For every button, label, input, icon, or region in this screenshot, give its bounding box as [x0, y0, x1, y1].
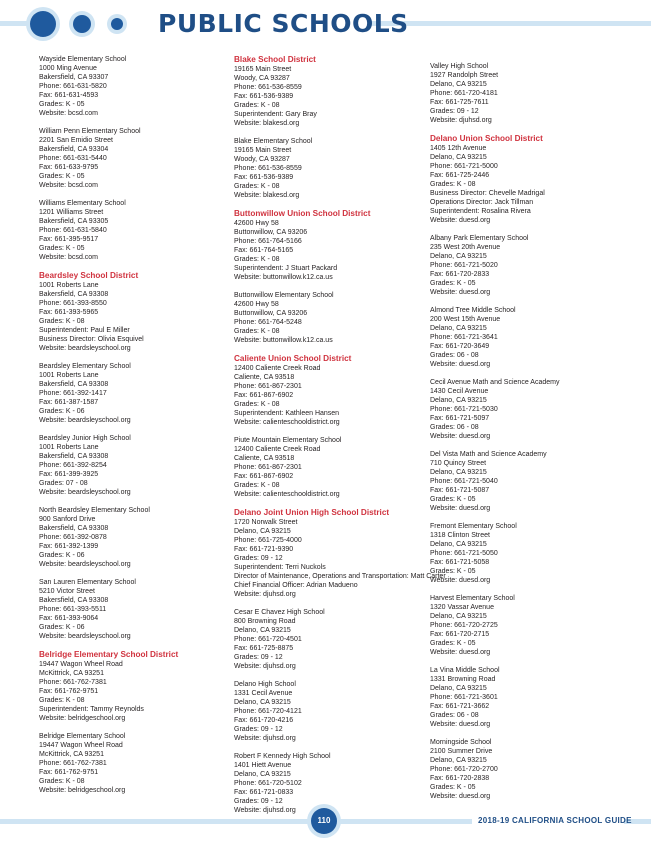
header-dot-medium — [73, 15, 91, 33]
city-line: Bakersfield, CA 93308 — [39, 525, 109, 532]
school-name: Buttonwillow Elementary School — [234, 292, 334, 299]
school-entry — [234, 608, 424, 671]
district-entry — [430, 134, 620, 225]
grades-line: Grades: K - 05 — [39, 245, 85, 252]
street-address-line: 1001 Roberts Lane — [39, 282, 99, 289]
city-line: Caliente, CA 93518 — [234, 455, 295, 462]
city-line: Delano, CA 93215 — [430, 253, 487, 260]
grades-line: Grades: K - 06 — [39, 552, 85, 559]
city-line: Delano, CA 93215 — [430, 81, 487, 88]
school-entry — [39, 434, 229, 497]
school-name: Albany Park Elementary School — [430, 235, 529, 242]
contact-person-line: Director of Maintenance, Operations and Transportation: Matt Carter — [234, 573, 446, 580]
district-name: Buttonwillow Union School District — [234, 209, 371, 218]
grades-line: Grades: K - 05 — [430, 640, 476, 647]
phone-line: Phone: 661-762-7381 — [39, 679, 107, 686]
school-entry — [430, 62, 620, 125]
phone-line: Phone: 661-720-4181 — [430, 90, 498, 97]
grades-line: Grades: K - 05 — [39, 101, 85, 108]
city-line: Delano, CA 93215 — [430, 757, 487, 764]
school-name: Belridge Elementary School — [39, 733, 126, 740]
contact-person-line: Superintendent: Kathleen Hansen — [234, 410, 340, 417]
school-name: Fremont Elementary School — [430, 523, 517, 530]
district-entry — [234, 354, 424, 427]
city-line: Delano, CA 93215 — [234, 627, 291, 634]
phone-line: Phone: 661-536-8559 — [234, 84, 302, 91]
contact-person-line: Chief Financial Officer: Adrian Madueno — [234, 582, 358, 589]
school-entry — [234, 291, 424, 345]
grades-line: Grades: K - 08 — [234, 482, 280, 489]
school-name: Piute Mountain Elementary School — [234, 437, 342, 444]
school-name: William Penn Elementary School — [39, 128, 141, 135]
website-line: Website: bcsd.com — [39, 110, 99, 117]
school-entry — [234, 137, 424, 200]
fax-line: Fax: 661-764-5165 — [234, 247, 294, 254]
grades-line: Grades: K - 08 — [234, 102, 280, 109]
phone-line: Phone: 661-720-4501 — [234, 636, 302, 643]
grades-line: Grades: K - 08 — [39, 778, 85, 785]
phone-line: Phone: 661-721-5040 — [430, 478, 498, 485]
website-line: Website: djuhsd.org — [234, 591, 296, 598]
school-entry — [430, 234, 620, 297]
contact-person-line: Superintendent: Terri Nuckols — [234, 564, 326, 571]
grades-line: Grades: K - 08 — [430, 181, 476, 188]
city-line: Buttonwillow, CA 93206 — [234, 310, 308, 317]
street-address-line: 1001 Roberts Lane — [39, 372, 99, 379]
phone-line: Phone: 661-764-5248 — [234, 319, 302, 326]
grades-line: Grades: K - 08 — [234, 256, 280, 263]
fax-line: Fax: 661-720-4216 — [234, 717, 294, 724]
fax-line: Fax: 661-721-5058 — [430, 559, 490, 566]
school-name: Cecil Avenue Math and Science Academy — [430, 379, 560, 386]
district-entry — [234, 209, 424, 282]
street-address-line: 42600 Hwy 58 — [234, 301, 279, 308]
street-address-line: 1927 Randolph Street — [430, 72, 499, 79]
district-name: Delano Union School District — [430, 134, 543, 143]
fax-line: Fax: 661-536-9389 — [234, 93, 294, 100]
city-line: Delano, CA 93215 — [430, 469, 487, 476]
contact-person-line: Superintendent: Rosalina Rivera — [430, 208, 531, 215]
school-name: North Beardsley Elementary School — [39, 507, 150, 514]
grades-line: Grades: 09 - 12 — [234, 654, 283, 661]
street-address-line: 19165 Main Street — [234, 147, 292, 154]
street-address-line: 200 West 15th Avenue — [430, 316, 501, 323]
contact-person-line: Business Director: Olivia Esquivel — [39, 336, 144, 343]
city-line: Delano, CA 93215 — [430, 541, 487, 548]
school-name: Del Vista Math and Science Academy — [430, 451, 547, 458]
footer-rule-left — [0, 819, 312, 824]
city-line: McKittrick, CA 93251 — [39, 751, 104, 758]
street-address-line: 19447 Wagon Wheel Road — [39, 661, 123, 668]
school-name: Almond Tree Middle School — [430, 307, 516, 314]
street-address-line: 235 West 20th Avenue — [430, 244, 501, 251]
district-entry — [39, 271, 229, 353]
school-name: Valley High School — [430, 63, 489, 70]
fax-line: Fax: 661-725-8875 — [234, 645, 294, 652]
phone-line: Phone: 661-393-8550 — [39, 300, 107, 307]
city-line: Buttonwillow, CA 93206 — [234, 229, 308, 236]
fax-line: Fax: 661-721-9390 — [234, 546, 294, 553]
fax-line: Fax: 661-721-5087 — [430, 487, 490, 494]
school-entry — [39, 578, 229, 641]
street-address-line: 1401 Hiett Avenue — [234, 762, 292, 769]
school-name: La Vina Middle School — [430, 667, 500, 674]
city-line: Woody, CA 93287 — [234, 75, 290, 82]
city-line: Delano, CA 93215 — [430, 154, 487, 161]
website-line: Website: beardsleyschool.org — [39, 561, 131, 568]
school-name: Morningside School — [430, 739, 492, 746]
website-line: Website: buttonwillow.k12.ca.us — [234, 274, 333, 281]
school-name: San Lauren Elementary School — [39, 579, 136, 586]
street-address-line: 1318 Clinton Street — [430, 532, 490, 539]
fax-line: Fax: 661-536-9389 — [234, 174, 294, 181]
grades-line: Grades: 09 - 12 — [234, 726, 283, 733]
grades-line: Grades: 09 - 12 — [234, 555, 283, 562]
fax-line: Fax: 661-720-2715 — [430, 631, 490, 638]
website-line: Website: duesd.org — [430, 649, 491, 656]
phone-line: Phone: 661-762-7381 — [39, 760, 107, 767]
website-line: Website: beardsleyschool.org — [39, 417, 131, 424]
grades-line: Grades: K - 08 — [39, 318, 85, 325]
phone-line: Phone: 661-764-5166 — [234, 238, 302, 245]
grades-line: Grades: K - 05 — [430, 280, 476, 287]
city-line: Delano, CA 93215 — [430, 397, 487, 404]
fax-line: Fax: 661-393-9064 — [39, 615, 99, 622]
school-entry — [430, 306, 620, 369]
website-line: Website: duesd.org — [430, 577, 491, 584]
grades-line: Grades: 07 - 08 — [39, 480, 88, 487]
guide-title: 2018-19 CALIFORNIA SCHOOL GUIDE — [478, 816, 632, 825]
street-address-line: 12400 Caliente Creek Road — [234, 446, 321, 453]
fax-line: Fax: 661-720-2838 — [430, 775, 490, 782]
website-line: Website: belridgeschool.org — [39, 715, 126, 722]
grades-line: Grades: K - 08 — [234, 401, 280, 408]
street-address-line: 2201 San Emidio Street — [39, 137, 113, 144]
fax-line: Fax: 661-392-1399 — [39, 543, 99, 550]
city-line: Delano, CA 93215 — [234, 771, 291, 778]
district-name: Delano Joint Union High School District — [234, 508, 390, 517]
school-entry — [430, 378, 620, 441]
district-entry — [234, 55, 424, 128]
city-line: Delano, CA 93215 — [430, 685, 487, 692]
school-entry — [39, 506, 229, 569]
website-line: Website: djuhsd.org — [430, 117, 492, 124]
street-address-line: 1331 Browning Road — [430, 676, 496, 683]
website-line: Website: duesd.org — [430, 721, 491, 728]
city-line: Delano, CA 93215 — [234, 528, 291, 535]
street-address-line: 1201 Williams Street — [39, 209, 104, 216]
phone-line: Phone: 661-392-8254 — [39, 462, 107, 469]
city-line: Bakersfield, CA 93308 — [39, 381, 109, 388]
fax-line: Fax: 661-720-2833 — [430, 271, 490, 278]
street-address-line: 1320 Vassar Avenue — [430, 604, 494, 611]
district-name: Beardsley School District — [39, 271, 139, 280]
phone-line: Phone: 661-867-2301 — [234, 383, 302, 390]
footer-rule-right — [336, 819, 472, 824]
phone-line: Phone: 661-393-5511 — [39, 606, 107, 613]
school-entry — [39, 55, 229, 118]
district-name: Blake School District — [234, 55, 316, 64]
grades-line: Grades: K - 08 — [39, 697, 85, 704]
street-address-line: 12400 Caliente Creek Road — [234, 365, 321, 372]
school-entry — [234, 436, 424, 499]
phone-line: Phone: 661-631-5440 — [39, 155, 107, 162]
school-entry — [39, 732, 229, 795]
school-entry — [430, 666, 620, 729]
school-entry — [430, 450, 620, 513]
fax-line: Fax: 661-631-4593 — [39, 92, 99, 99]
grades-line: Grades: 06 - 08 — [430, 712, 479, 719]
city-line: Woody, CA 93287 — [234, 156, 290, 163]
grades-line: Grades: K - 06 — [39, 624, 85, 631]
fax-line: Fax: 661-387-1587 — [39, 399, 99, 406]
street-address-line: 800 Browning Road — [234, 618, 296, 625]
website-line: Website: blakesd.org — [234, 120, 300, 127]
grades-line: Grades: K - 05 — [430, 784, 476, 791]
school-name: Delano High School — [234, 681, 296, 688]
city-line: Delano, CA 93215 — [430, 613, 487, 620]
fax-line: Fax: 661-393-5965 — [39, 309, 99, 316]
contact-person-line: Business Director: Chevelle Madrigal — [430, 190, 545, 197]
website-line: Website: djuhsd.org — [234, 807, 296, 814]
phone-line: Phone: 661-720-4121 — [234, 708, 302, 715]
grades-line: Grades: K - 06 — [39, 408, 85, 415]
website-line: Website: calienteschooldistrict.org — [234, 419, 340, 426]
grades-line: Grades: 09 - 12 — [430, 108, 479, 115]
header-dot-large — [30, 11, 56, 37]
district-entry — [39, 650, 229, 723]
school-name: Beardsley Junior High School — [39, 435, 131, 442]
website-line: Website: beardsleyschool.org — [39, 633, 131, 640]
contact-person-line: Operations Director: Jack Tillman — [430, 199, 534, 206]
phone-line: Phone: 661-721-5030 — [430, 406, 498, 413]
phone-line: Phone: 661-721-3641 — [430, 334, 498, 341]
contact-person-line: Superintendent: Paul E Miller — [39, 327, 130, 334]
phone-line: Phone: 661-721-5050 — [430, 550, 498, 557]
school-name: Cesar E Chavez High School — [234, 609, 325, 616]
school-entry — [234, 752, 424, 815]
city-line: McKittrick, CA 93251 — [39, 670, 104, 677]
website-line: Website: duesd.org — [430, 289, 491, 296]
phone-line: Phone: 661-721-3601 — [430, 694, 498, 701]
school-name: Harvest Elementary School — [430, 595, 515, 602]
header-rule-right — [368, 21, 651, 26]
street-address-line: 900 Sanford Drive — [39, 516, 96, 523]
website-line: Website: belridgeschool.org — [39, 787, 126, 794]
city-line: Caliente, CA 93518 — [234, 374, 295, 381]
website-line: Website: duesd.org — [430, 433, 491, 440]
school-entry — [39, 199, 229, 262]
street-address-line: 1001 Roberts Lane — [39, 444, 99, 451]
fax-line: Fax: 661-762-9751 — [39, 688, 99, 695]
district-entry — [234, 508, 446, 599]
website-line: Website: calienteschooldistrict.org — [234, 491, 340, 498]
website-line: Website: duesd.org — [430, 361, 491, 368]
grades-line: Grades: 06 - 08 — [430, 352, 479, 359]
school-entry — [39, 362, 229, 425]
phone-line: Phone: 661-867-2301 — [234, 464, 302, 471]
website-line: Website: djuhsd.org — [234, 663, 296, 670]
contact-person-line: Superintendent: J Stuart Packard — [234, 265, 338, 272]
street-address-line: 1331 Cecil Avenue — [234, 690, 293, 697]
website-line: Website: djuhsd.org — [234, 735, 296, 742]
grades-line: Grades: K - 05 — [430, 496, 476, 503]
phone-line: Phone: 661-392-1417 — [39, 390, 107, 397]
fax-line: Fax: 661-633-9795 — [39, 164, 99, 171]
directory-column-3 — [430, 62, 620, 810]
school-entry — [430, 594, 620, 657]
street-address-line: 1430 Cecil Avenue — [430, 388, 489, 395]
city-line: Bakersfield, CA 93305 — [39, 218, 109, 225]
contact-person-line: Superintendent: Gary Bray — [234, 111, 317, 118]
website-line: Website: beardsleyschool.org — [39, 345, 131, 352]
school-name: Robert F Kennedy High School — [234, 753, 331, 760]
city-line: Bakersfield, CA 93308 — [39, 291, 109, 298]
website-line: Website: duesd.org — [430, 505, 491, 512]
street-address-line: 42600 Hwy 58 — [234, 220, 279, 227]
website-line: Website: blakesd.org — [234, 192, 300, 199]
grades-line: Grades: K - 08 — [234, 328, 280, 335]
street-address-line: 1000 Ming Avenue — [39, 65, 97, 72]
header-dot-small — [111, 18, 123, 30]
website-line: Website: duesd.org — [430, 217, 491, 224]
fax-line: Fax: 661-720-3649 — [430, 343, 490, 350]
fax-line: Fax: 661-721-0833 — [234, 789, 294, 796]
phone-line: Phone: 661-720-5102 — [234, 780, 302, 787]
phone-line: Phone: 661-631-5820 — [39, 83, 107, 90]
city-line: Delano, CA 93215 — [234, 699, 291, 706]
fax-line: Fax: 661-725-2446 — [430, 172, 490, 179]
street-address-line: 1720 Norwalk Street — [234, 519, 298, 526]
school-entry — [39, 127, 229, 190]
page-number: 110 — [311, 808, 337, 834]
website-line: Website: buttonwillow.k12.ca.us — [234, 337, 333, 344]
street-address-line: 19447 Wagon Wheel Road — [39, 742, 123, 749]
grades-line: Grades: K - 05 — [39, 173, 85, 180]
district-name: Caliente Union School District — [234, 354, 352, 363]
grades-line: Grades: K - 05 — [430, 568, 476, 575]
directory-column-2 — [234, 50, 446, 824]
street-address-line: 5210 Victor Street — [39, 588, 95, 595]
school-name: Beardsley Elementary School — [39, 363, 131, 370]
phone-line: Phone: 661-720-2700 — [430, 766, 498, 773]
grades-line: Grades: 09 - 12 — [234, 798, 283, 805]
grades-line: Grades: K - 08 — [234, 183, 280, 190]
fax-line: Fax: 661-867-6902 — [234, 392, 294, 399]
website-line: Website: bcsd.com — [39, 254, 99, 261]
fax-line: Fax: 661-395-9517 — [39, 236, 99, 243]
school-entry — [430, 522, 620, 585]
city-line: Delano, CA 93215 — [430, 325, 487, 332]
street-address-line: 2100 Summer Drive — [430, 748, 493, 755]
phone-line: Phone: 661-392-0878 — [39, 534, 107, 541]
fax-line: Fax: 661-721-3662 — [430, 703, 490, 710]
school-name: Wayside Elementary School — [39, 56, 127, 63]
phone-line: Phone: 661-536-8559 — [234, 165, 302, 172]
website-line: Website: bcsd.com — [39, 182, 99, 189]
contact-person-line: Superintendent: Tammy Reynolds — [39, 706, 144, 713]
school-name: Blake Elementary School — [234, 138, 313, 145]
city-line: Bakersfield, CA 93308 — [39, 453, 109, 460]
phone-line: Phone: 661-721-5000 — [430, 163, 498, 170]
phone-line: Phone: 661-631-5840 — [39, 227, 107, 234]
school-entry — [234, 680, 424, 743]
phone-line: Phone: 661-720-2725 — [430, 622, 498, 629]
phone-line: Phone: 661-725-4000 — [234, 537, 302, 544]
phone-line: Phone: 661-721-5020 — [430, 262, 498, 269]
website-line: Website: duesd.org — [430, 793, 491, 800]
fax-line: Fax: 661-721-5097 — [430, 415, 490, 422]
directory-column-1 — [39, 55, 229, 804]
street-address-line: 710 Quincy Street — [430, 460, 487, 467]
page-title: PUBLIC SCHOOLS — [158, 9, 409, 38]
fax-line: Fax: 661-762-9751 — [39, 769, 99, 776]
website-line: Website: beardsleyschool.org — [39, 489, 131, 496]
district-name: Belridge Elementary School District — [39, 650, 179, 659]
fax-line: Fax: 661-725-7611 — [430, 99, 489, 106]
city-line: Bakersfield, CA 93308 — [39, 597, 109, 604]
school-entry — [430, 738, 620, 801]
city-line: Bakersfield, CA 93307 — [39, 74, 109, 81]
fax-line: Fax: 661-867-6902 — [234, 473, 294, 480]
street-address-line: 19165 Main Street — [234, 66, 292, 73]
street-address-line: 1405 12th Avenue — [430, 145, 487, 152]
school-name: Williams Elementary School — [39, 200, 126, 207]
fax-line: Fax: 661-399-3925 — [39, 471, 99, 478]
grades-line: Grades: 06 - 08 — [430, 424, 479, 431]
city-line: Bakersfield, CA 93304 — [39, 146, 109, 153]
